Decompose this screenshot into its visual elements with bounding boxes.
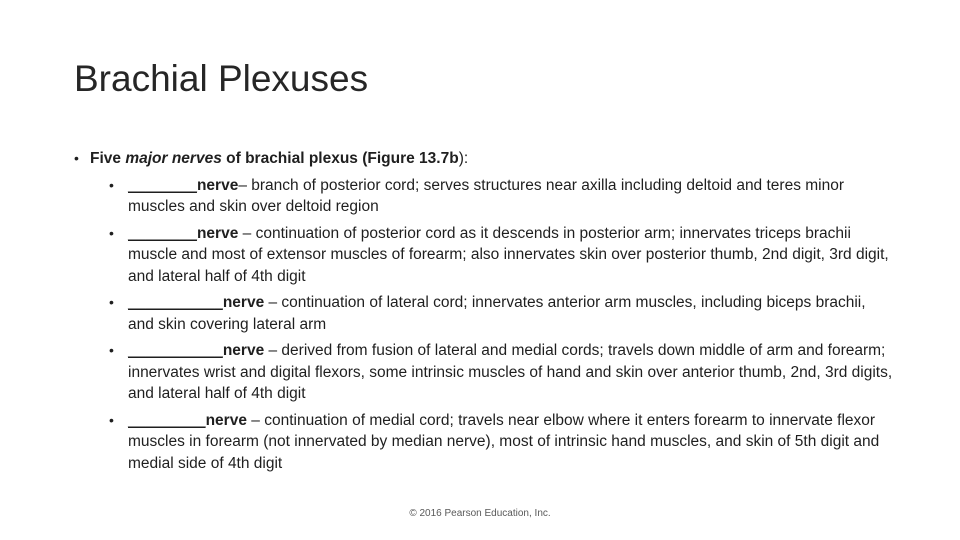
slide-title: Brachial Plexuses (74, 58, 369, 99)
nerve-term: nerve (205, 411, 247, 429)
nerve-term: nerve (222, 342, 265, 359)
nerve-term: nerve (196, 224, 239, 242)
copyright-footer: © 2016 Pearson Education, Inc. (409, 508, 551, 519)
list-item (109, 292, 894, 335)
bullet-icon: • (109, 411, 114, 428)
answer-blank: _________ (128, 411, 206, 429)
nerve-term: nerve (196, 176, 239, 194)
bullet-icon: • (109, 342, 114, 358)
answer-blank: ___________ (128, 342, 223, 359)
answer-blank: ________ (128, 224, 197, 242)
nerve-description: ________nerve – continuation of posterior cord as it descends in posterior arm; innervates triceps brachii muscle and most of extensor muscles of forearm; also innervates skin over posterior thumb, 2nd digit, 3rd digit, and lateral half of 4th digit (128, 224, 889, 285)
nerve-description: _________nerve – continuation of medial cord; travels near elbow where it enters forearm to innervate flexor muscles in forearm (not innervated by median nerve), most of intrinsic hand muscles, and skin of 5th digit and medial side of 4th digit (128, 411, 880, 472)
nerve-description: ___________nerve – continuation of lateral cord; innervates anterior arm muscles, including biceps brachii, and skin covering lateral arm (128, 294, 866, 333)
bullet-icon: • (109, 294, 114, 310)
nerve-description: ___________nerve – derived from fusion of lateral and medial cords; travels down middle of arm and forearm; innervates wrist and digital flexors, some intrinsic muscles of hand and skin over anterior thumb, 2nd, 3rd digits, and lateral half of 4th digit (128, 342, 893, 402)
nerve-description: ________nerve– branch of posterior cord; serves structures near axilla including deltoid and teres minor muscles and skin over deltoid region (128, 176, 845, 215)
list-item (109, 340, 894, 405)
answer-blank: ___________ (128, 294, 223, 311)
list-item (109, 410, 894, 475)
answer-blank: ________ (128, 176, 197, 194)
slide-body (74, 148, 894, 474)
bullet-icon: • (109, 224, 114, 241)
nerve-term: nerve (222, 294, 265, 311)
list-item (109, 175, 894, 218)
bullet-icon: • (109, 176, 114, 193)
list-item (109, 223, 894, 288)
intro-text: Five major nerves of brachial plexus (Figure 13.7b): (90, 150, 469, 167)
bullet-icon: • (74, 150, 79, 166)
nerve-list (109, 175, 894, 475)
intro-bullet (74, 148, 894, 170)
